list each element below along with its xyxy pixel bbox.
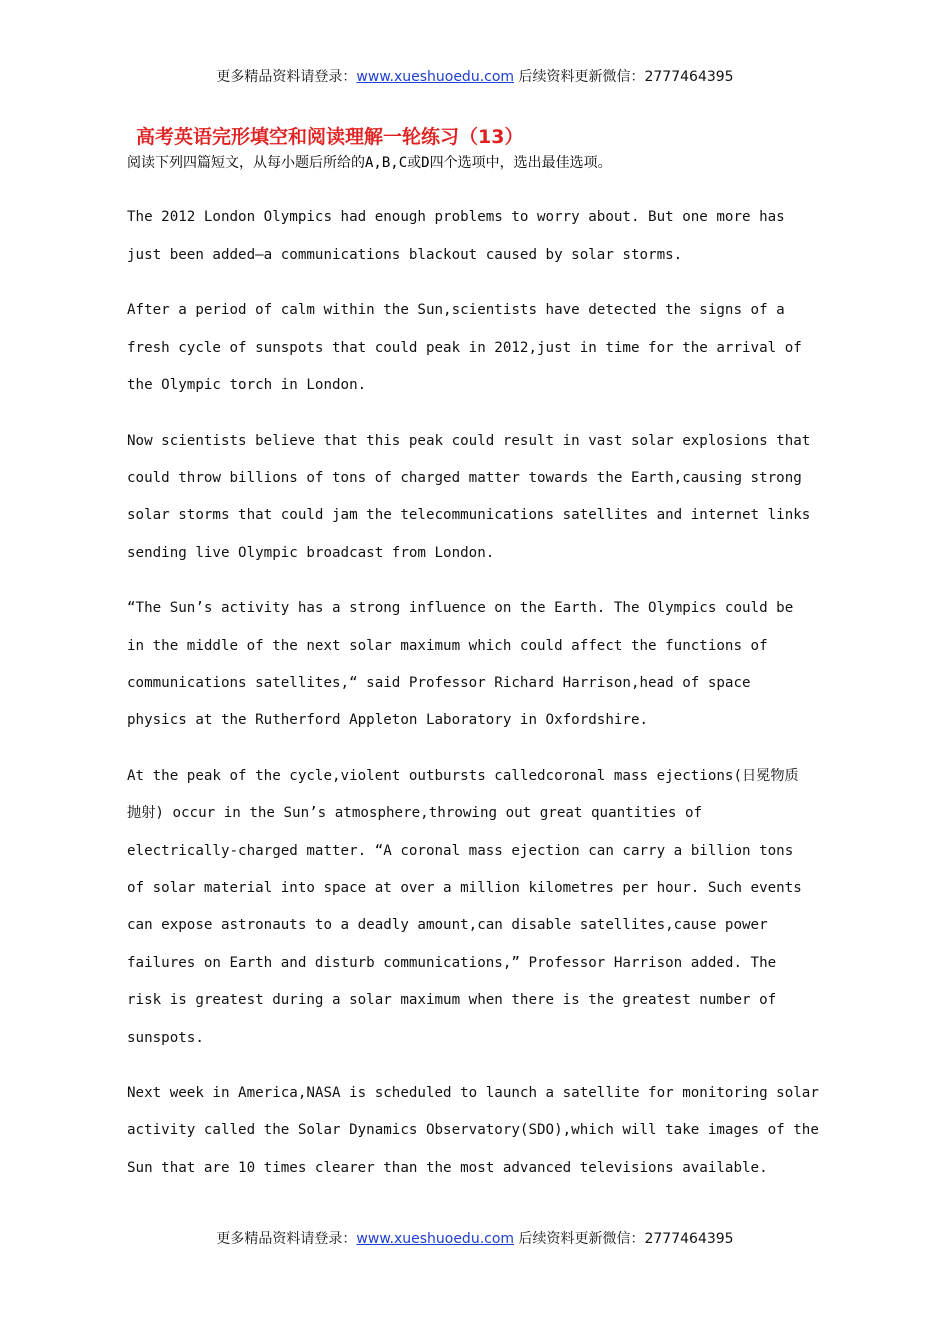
text-line: sunspots. (127, 1030, 204, 1046)
text-line: of solar material into space at over a million kilometres per hour. Such events (127, 880, 802, 896)
text-line: After a period of calm within the Sun,scientists have detected the signs of a (127, 302, 785, 318)
text-line: physics at the Rutherford Appleton Laboratory in Oxfordshire. (127, 712, 649, 728)
text-line: can expose astronauts to a deadly amount,can disable satellites,cause power (127, 917, 768, 933)
footer-prefix: 更多精品资料请登录： (216, 1231, 357, 1247)
text-line: risk is greatest during a solar maximum when there is the greatest number of (127, 992, 777, 1008)
footer-suffix: 后续资料更新微信：2777464395 (514, 1231, 734, 1247)
text-line: could throw billions of tons of charged matter towards the Earth,causing strong (127, 470, 802, 486)
text-line: failures on Earth and disturb communications,” Professor Harrison added. The (127, 955, 777, 971)
text-line: the Olympic torch in London. (127, 377, 367, 393)
text-line: fresh cycle of sunspots that could peak in 2012,just in time for the arrival of (127, 340, 802, 356)
text-line: solar storms that could jam the telecommunications satellites and internet links (127, 507, 811, 523)
header-suffix: 后续资料更新微信：2777464395 (514, 69, 734, 85)
text-line: in the middle of the next solar maximum which could affect the functions of (127, 638, 768, 654)
text-line: Sun that are 10 times clearer than the most advanced televisions available. (127, 1160, 768, 1176)
page-title: 高考英语完形填空和阅读理解一轮练习（13） (136, 126, 524, 148)
text-line: At the peak of the cycle,violent outbursts calledcoronal mass ejections(日冕物质 (127, 768, 799, 784)
text-line: “The Sun’s activity has a strong influence on the Earth. The Olympics could be (127, 600, 794, 616)
text-line: The 2012 London Olympics had enough problems to worry about. But one more has (127, 209, 785, 225)
text-line: 抛射) occur in the Sun’s atmosphere,throwing out great quantities of (127, 805, 703, 821)
text-line: communications satellites,“ said Professor Richard Harrison,head of space (127, 675, 751, 691)
page-footer (0, 1228, 950, 1248)
header-prefix: 更多精品资料请登录： (216, 69, 357, 85)
text-line: activity called the Solar Dynamics Observatory(SDO),which will take images of the (127, 1122, 819, 1138)
text-line: sending live Olympic broadcast from London. (127, 545, 495, 561)
text-line: electrically-charged matter. “A coronal mass ejection can carry a billion tons (127, 843, 794, 859)
text-line: just been added—a communications blackout caused by solar storms. (127, 247, 683, 263)
header-website-link[interactable]: www.xueshuoedu.com (356, 69, 515, 85)
footer-website-link[interactable]: www.xueshuoedu.com (356, 1231, 515, 1247)
page-header (0, 66, 950, 86)
text-line: Next week in America,NASA is scheduled to launch a satellite for monitoring solar (127, 1085, 819, 1101)
text-line: Now scientists believe that this peak could result in vast solar explosions that (127, 433, 811, 449)
instruction: 阅读下列四篇短文，从每小题后所给的A,B,C或D四个选项中，选出最佳选项。 (127, 155, 612, 171)
